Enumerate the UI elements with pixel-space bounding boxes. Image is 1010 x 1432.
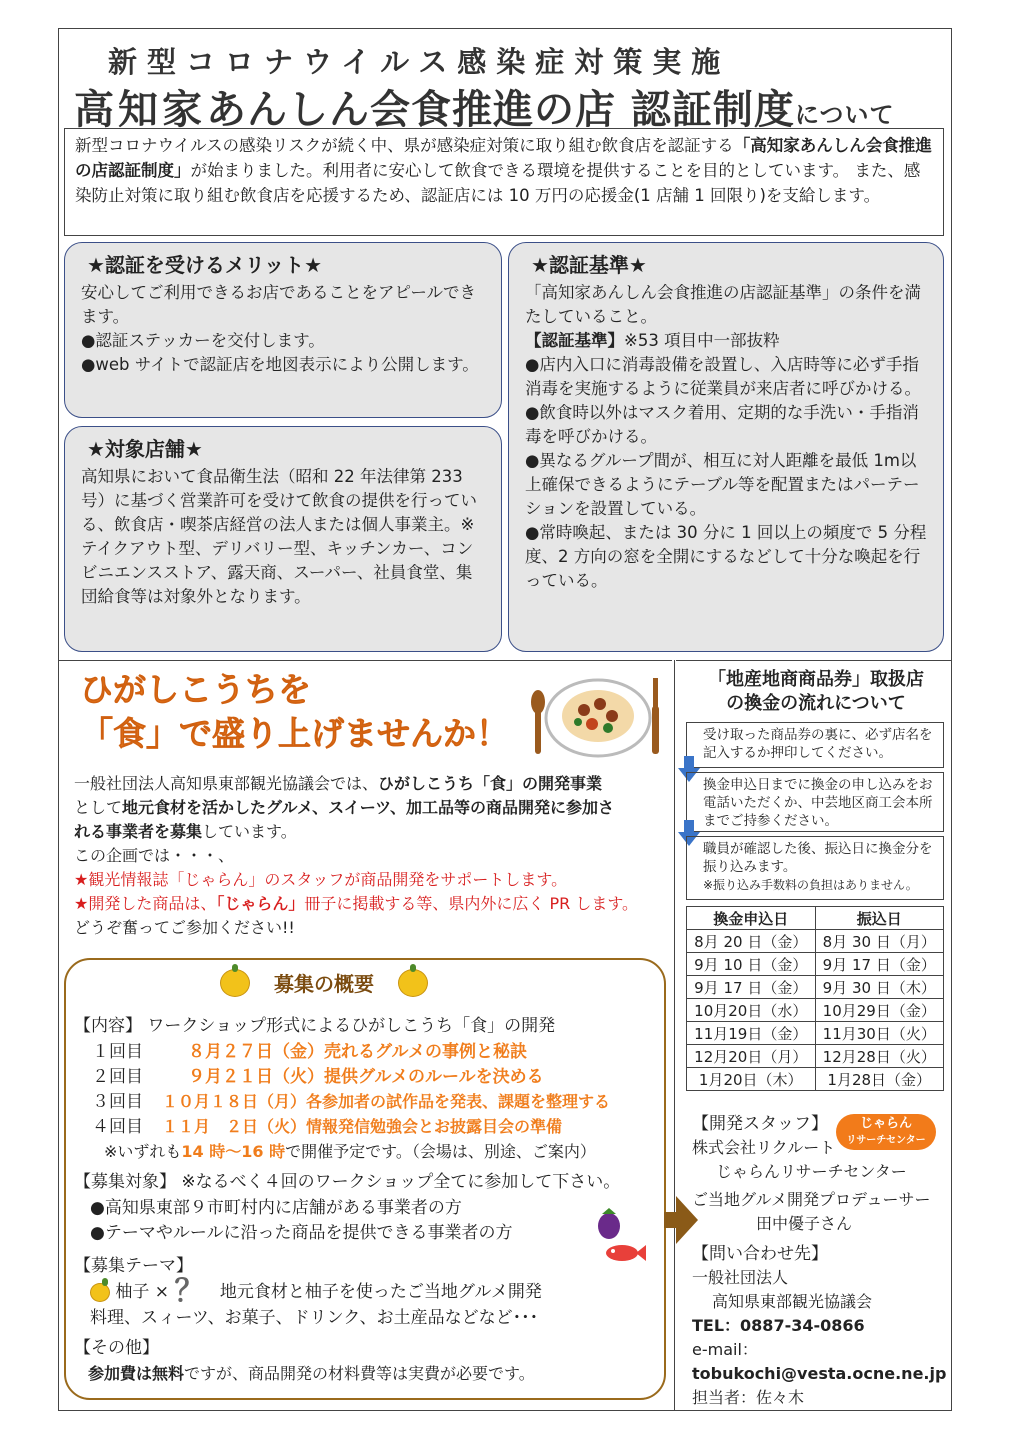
page-title <box>74 78 894 135</box>
target-item: ●高知県東部９市町村内に店舗がある事業者の方 <box>90 1198 462 1218</box>
dish-illustration <box>528 672 664 760</box>
merit-item: ●web サイトで認証店を地図表示により公開します。 <box>81 355 479 374</box>
contact-line: 一般社団法人 <box>692 1268 789 1287</box>
table-row: 9月 17 日（金） 9月 30 日（木） <box>687 976 944 999</box>
promo-body <box>74 772 664 940</box>
intro-paragraph <box>64 128 944 236</box>
table-row: 11月19日（金） 11月30日（火） <box>687 1022 944 1045</box>
promo-p7: どうぞ奮ってご参加ください!! <box>74 918 295 937</box>
contact-email[interactable]: tobukochi@vesta.ocne.ne.jp <box>692 1364 947 1383</box>
contact-email-label: e-mail： <box>692 1340 758 1359</box>
exchange-step: 換金申込日までに換金の申し込みをお電話いただくか、中芸地区商工会本所までご持参ください。 <box>686 772 944 832</box>
logo-bottom-text: リサーチセンター <box>846 1135 926 1146</box>
divider <box>674 660 675 1410</box>
yuzu-icon <box>220 969 250 997</box>
criteria-sub-rest: ※53 項目中一部抜粋 <box>624 331 780 350</box>
staff-section <box>692 1112 946 1410</box>
question-icon: ？ <box>174 1274 205 1309</box>
contact-line: 高知県東部観光協議会 <box>712 1292 873 1311</box>
criteria-item: ●店内入口に消毒設備を設置し、入店時等に必ず手指消毒を実施するように従業員が来店者に呼びかける。 <box>525 355 921 398</box>
merit-item: ●認証ステッカーを交付します。 <box>81 331 325 350</box>
intro-bold: 「高知家あんしん会食推進の店認証制度」 <box>75 136 932 180</box>
column-header: 振込日 <box>815 907 944 930</box>
promo-p4: この企画では・・・、 <box>74 846 235 865</box>
title-suffix: について <box>794 101 895 129</box>
divider <box>676 660 952 661</box>
criteria-item: ●異なるグループ間が、相互に対人距離を最低 1m以上確保できるようにテーブル等を配置またはパーテーションを設置している。 <box>525 451 920 518</box>
title-kochike: 高知家 <box>74 87 206 133</box>
eggplant-icon <box>594 1206 624 1240</box>
session-row: ３回目 １０月１８日（月）各参加者の試作品を発表、課題を整理する <box>92 1092 611 1112</box>
header-line1: 新型コロナウイルス感染症対策実施 <box>108 45 731 79</box>
session-note: ※いずれも14 時～16 時で開催予定です。（会場は、別途、ご案内） <box>104 1142 596 1161</box>
title-main: あんしん会食推進の店 認証制度 <box>206 87 795 133</box>
exchange-step: 受け取った商品券の裏に、必ず店名を記入するか押印してください。 <box>686 722 944 768</box>
criteria-lead: 「高知家あんしん会食推進の店認証基準」の条件を満たしていること。 <box>525 283 921 326</box>
intro-text1: 新型コロナウイルスの感染リスクが続く中、県が感染症対策に取り組む飲食店を認証する <box>75 136 734 155</box>
table-row: 8月 20 日（金） 8月 30 日（月） <box>687 930 944 953</box>
promo-line1: ひがしこうちを <box>80 670 311 709</box>
staff-line: ご当地グルメ開発プロデューサー <box>692 1190 931 1209</box>
merit-item: 安心してご利用できるお店であることをアピールできます。 <box>81 283 477 326</box>
target-title: ★対象店舗★ <box>87 437 203 461</box>
contact-person: 担当者：佐々木 <box>692 1388 805 1407</box>
target-text: 高知県において食品衛生法（昭和 22 年法律第 233 号）に基づく営業許可を受けて飲食の提供を行っている、飲食店・喫茶店経営の法人または個人事業主。※テイクアウト型、デリバリー型、キッチンカー、コンビニエンスストア、露天商、スーパー、社員食堂、集団給食等は対象外となります。 <box>81 467 477 606</box>
fish-icon <box>604 1242 646 1264</box>
staff-line: じゃらんリサーチセンター <box>716 1162 907 1181</box>
promo-p5: ★観光情報誌「じゃらん」のスタッフが商品開発をサポートします。 <box>74 870 568 889</box>
exchange-title: 「地産地商商品券」取扱店 の換金の流れについて <box>708 669 924 714</box>
session-row: ２回目 ９月２１日（火）提供グルメのルールを決める <box>92 1067 544 1087</box>
yuzu-icon <box>90 1283 110 1302</box>
promo-p2: として地元食材を活かしたグルメ、スイーツ、加工品等の商品開発に参加さ <box>74 798 615 817</box>
table-row: 10月20日（水） 10月29日（金） <box>687 999 944 1022</box>
divider <box>58 660 672 661</box>
exchange-step: 職員が確認した後、振込日に換金分を振り込みます。 ※振り込み手数料の負担はありません。 <box>686 836 944 900</box>
criteria-item: ●常時喚起、または 30 分に 1 回以上の頻度で 5 分程度、2 方向の窓を全開にするなどして十分な喚起を行っている。 <box>525 523 927 590</box>
theme-line: 柚子 × ？ 地元食材と柚子を使ったご当地グルメ開発 <box>90 1280 542 1304</box>
other-label: 【その他】 <box>74 1338 159 1358</box>
staff-label: 【開発スタッフ】 <box>692 1114 828 1134</box>
exchange-schedule-table <box>686 906 944 1091</box>
table-row: 12月20日（月） 12月28日（火） <box>687 1045 944 1068</box>
staff-line: 株式会社リクルート <box>692 1138 836 1157</box>
target-item: ●テーマやルールに沿った商品を提供できる事業者の方 <box>90 1223 513 1243</box>
promo-p3: れる事業者を募集しています。 <box>74 822 297 841</box>
session-row: １回目 ８月２７日（金）売れるグルメの事例と秘訣 <box>92 1042 527 1062</box>
promo-line2: 「食」で盛り上げませんか！ <box>80 714 509 753</box>
criteria-title: ★認証基準★ <box>531 253 647 277</box>
target-box <box>64 426 502 652</box>
promo-p1: 一般社団法人高知県東部観光協議会では、ひがしこうち「食」の開発事業 <box>74 774 603 793</box>
criteria-item: ●飲食時以外はマスク着用、定期的な手洗い・手指消毒を呼びかける。 <box>525 403 919 446</box>
criteria-sub <box>525 329 927 353</box>
staff-line: 田中優子さん <box>756 1214 853 1233</box>
criteria-sub-bold: 【認証基準】 <box>525 331 624 350</box>
contact-label: 【問い合わせ先】 <box>692 1244 828 1264</box>
yuzu-icon <box>398 969 428 997</box>
promo-heading <box>80 668 509 756</box>
theme-label: 【募集テーマ】 <box>74 1256 193 1276</box>
target-label: 【募集対象】 ※なるべく４回のワークショップ全てに参加して下さい。 <box>74 1172 621 1192</box>
table-header-row <box>687 907 944 930</box>
column-header: 換金申込日 <box>687 907 816 930</box>
intro-text2: が始まりました。利用者に安心して飲食できる環境を提供することを目的としています。 また、感染防止対策に取り組む飲食店を応援するため、認証店には 10 万円の応援金(1 店舗 1 回限り)を支給します。 <box>75 161 921 205</box>
criteria-box <box>508 242 944 652</box>
merit-box <box>64 242 502 418</box>
other-text: 参加費は無料ですが、商品開発の材料費等は実費が必要です。 <box>88 1364 535 1383</box>
contact-tel: TEL：0887-34-0866 <box>692 1316 865 1335</box>
right-arrow-icon <box>664 1196 698 1244</box>
logo-top-text: じゃらん <box>859 1116 912 1131</box>
table-row: 9月 10 日（金） 9月 17 日（金） <box>687 953 944 976</box>
overview-title: 募集の概要 <box>220 968 428 997</box>
theme-examples: 料理、スィーツ、お菓子、ドリンク、お土産品などなど･･･ <box>90 1308 539 1328</box>
session-row: ４回目 １１月 ２日（火）情報発信勉強会とお披露目会の準備 <box>92 1117 563 1137</box>
overview-content-label: 【内容】 ワークショップ形式によるひがしこうち「食」の開発 <box>74 1016 556 1036</box>
table-row: 1月20日（木） 1月28日（金） <box>687 1068 944 1091</box>
promo-p6: ★開発した商品は、「じゃらん」冊子に掲載する等、県内外に広く PR します。 <box>74 894 639 913</box>
merit-title: ★認証を受けるメリット★ <box>87 253 323 277</box>
